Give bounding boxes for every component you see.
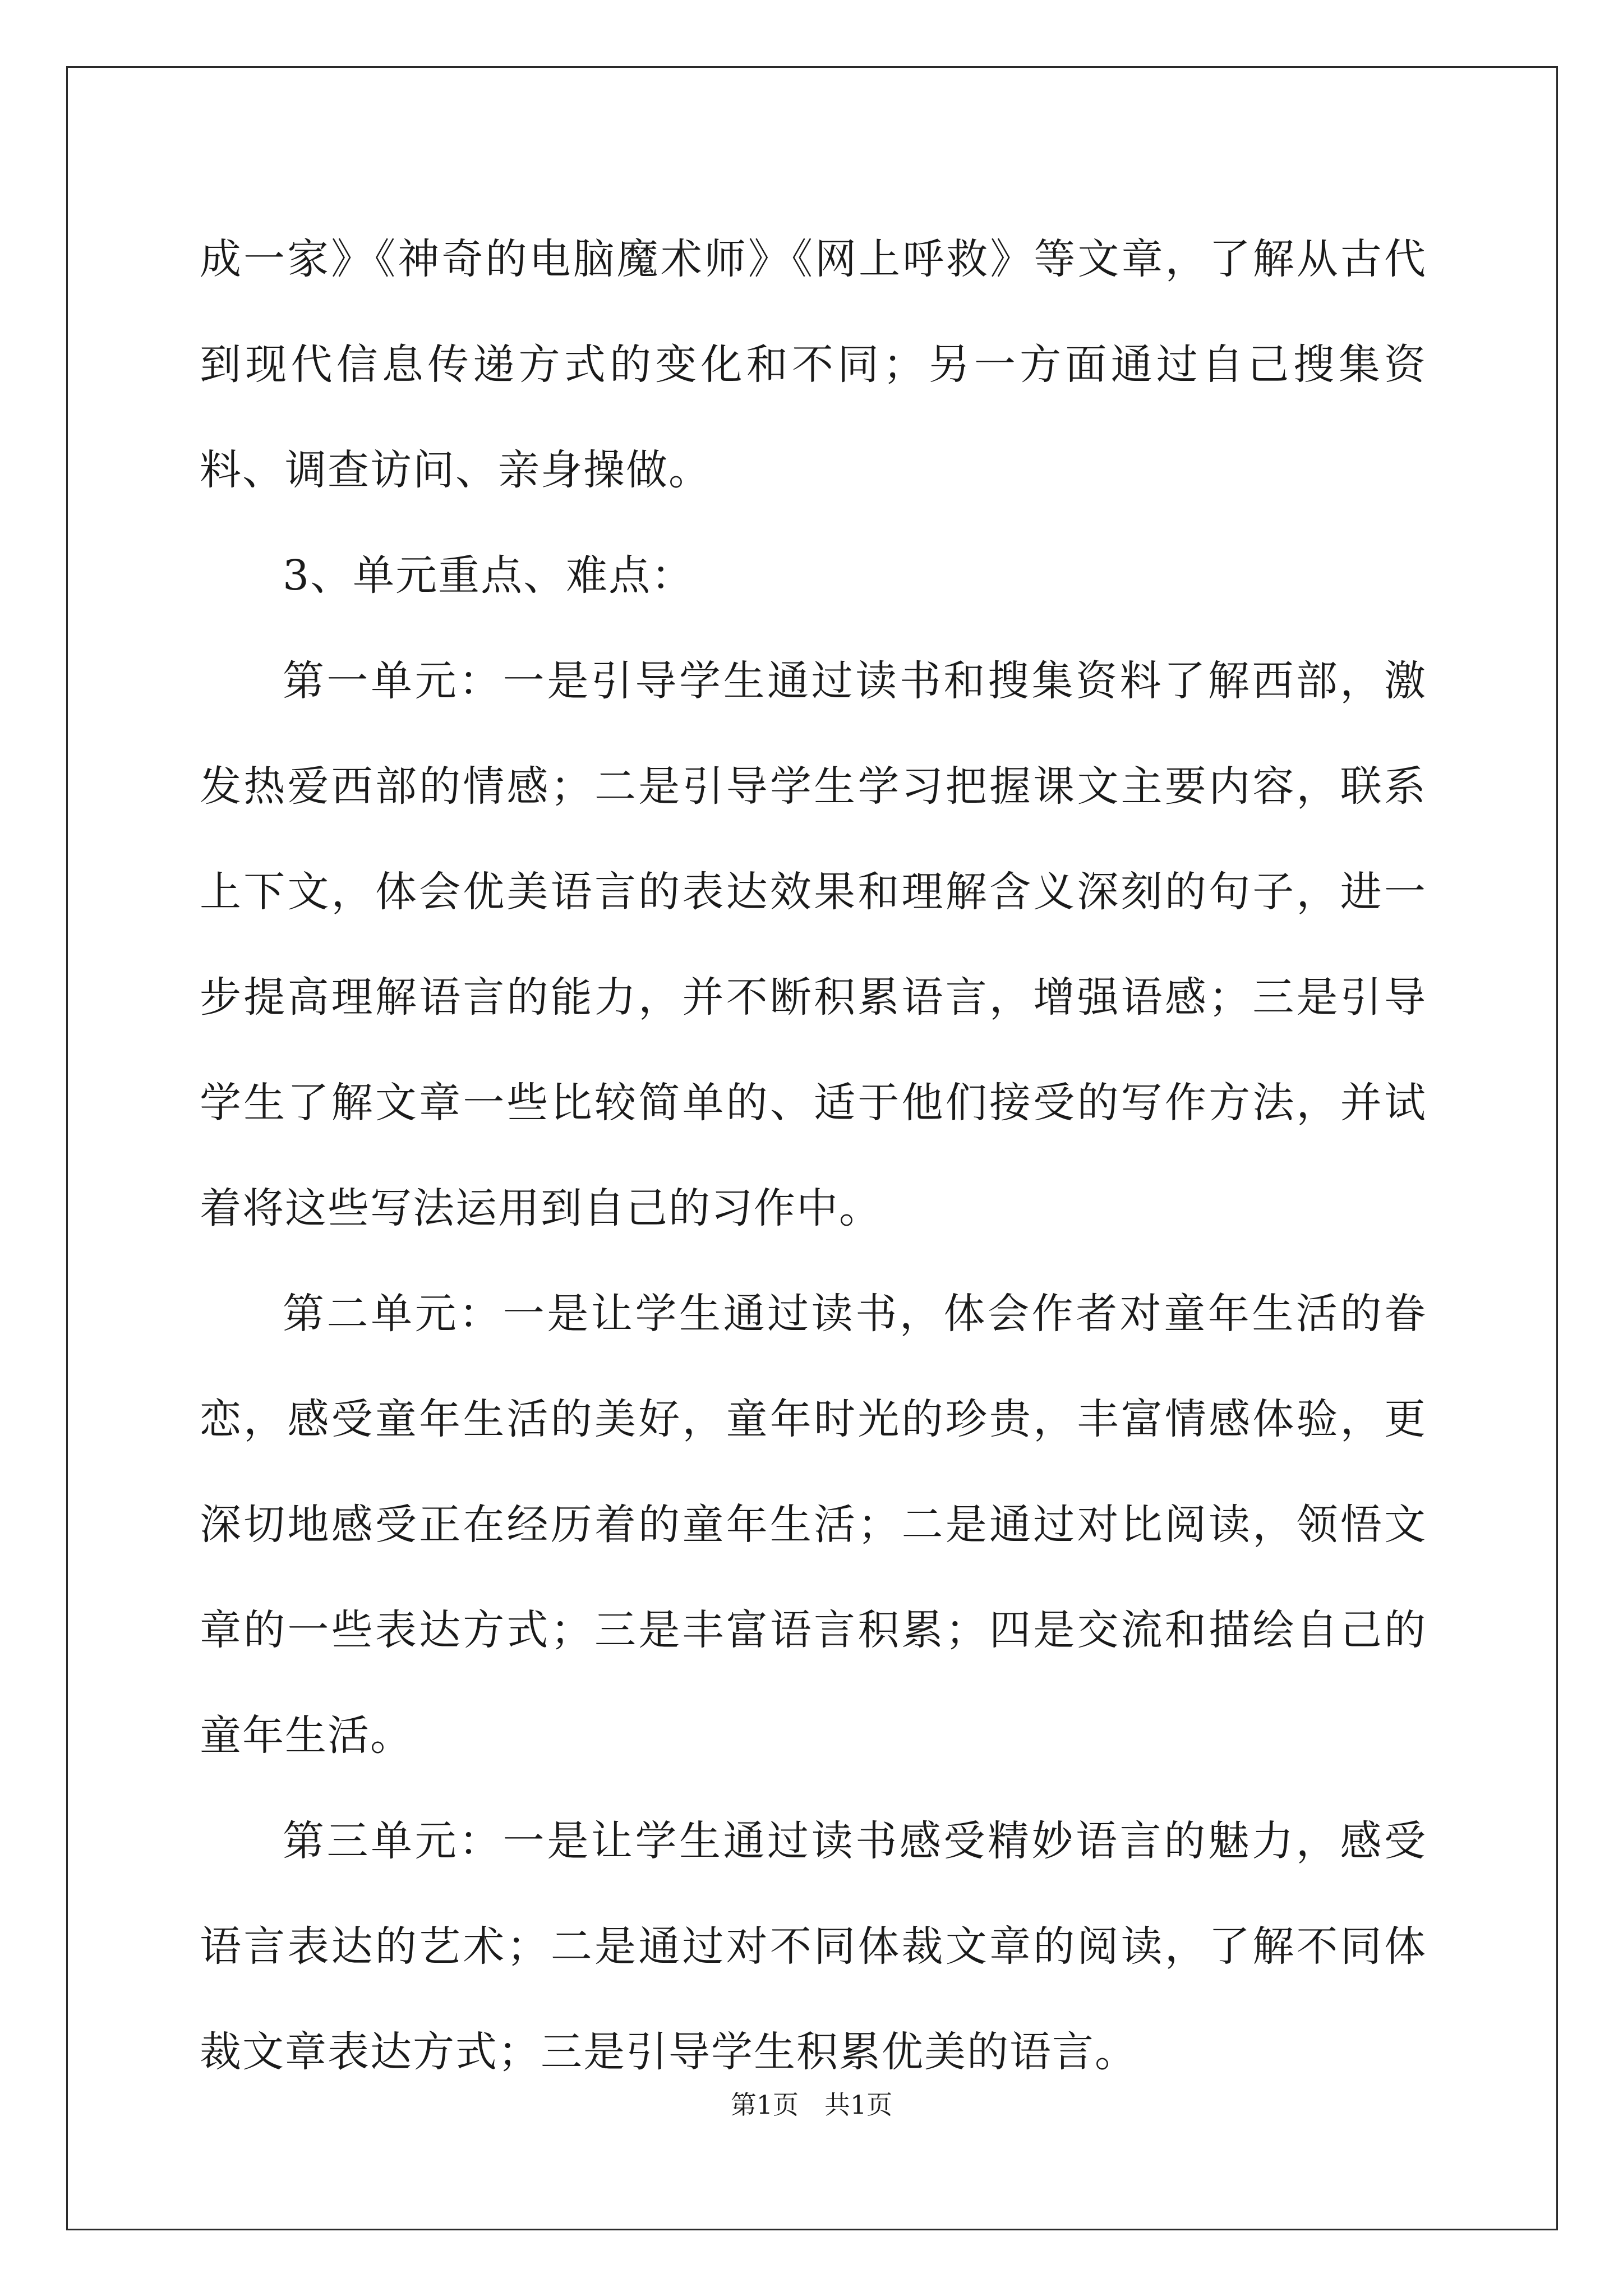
page-number: 第1页 共1页 — [730, 2090, 893, 2120]
page-footer — [0, 2088, 1623, 2122]
document-body — [200, 206, 1427, 2105]
paragraph-3: 第一单元：一是引导学生通过读书和搜集资料了解西部，激发热爱西部的情感；二是引导学生学习把握课文主要内容，联系上下文，体会优美语言的表达效果和理解含义深刻的句子，进一步提高理解语言的能力，并不断积累语言，增强语感；三是引导学生了解文章一些比较简单的、适于他们接受的写作方法，并试着将这些写法运用到自己的习作中。 — [200, 657, 1427, 1232]
paragraph-5: 第三单元：一是让学生通过读书感受精妙语言的魅力，感受语言表达的艺术；二是通过对不同体裁文章的阅读，了解不同体裁文章表达方式；三是引导学生积累优美的语言。 — [200, 1817, 1427, 2076]
paragraph-4: 第二单元：一是让学生通过读书，体会作者对童年生活的眷恋，感受童年生活的美好，童年时光的珍贵，丰富情感体验，更深切地感受正在经历着的童年生活；二是通过对比阅读，领悟文章的一些表达方式；三是丰富语言积累；四是交流和描绘自己的童年生活。 — [200, 1290, 1427, 1760]
paragraph-2: 3、单元重点、难点： — [283, 551, 694, 600]
paragraph-1: 成一家》《神奇的电脑魔术师》《网上呼救》等文章，了解从古代到现代信息传递方式的变化和不同；另一方面通过自己搜集资料、调查访问、亲身操做。 — [200, 235, 1427, 494]
